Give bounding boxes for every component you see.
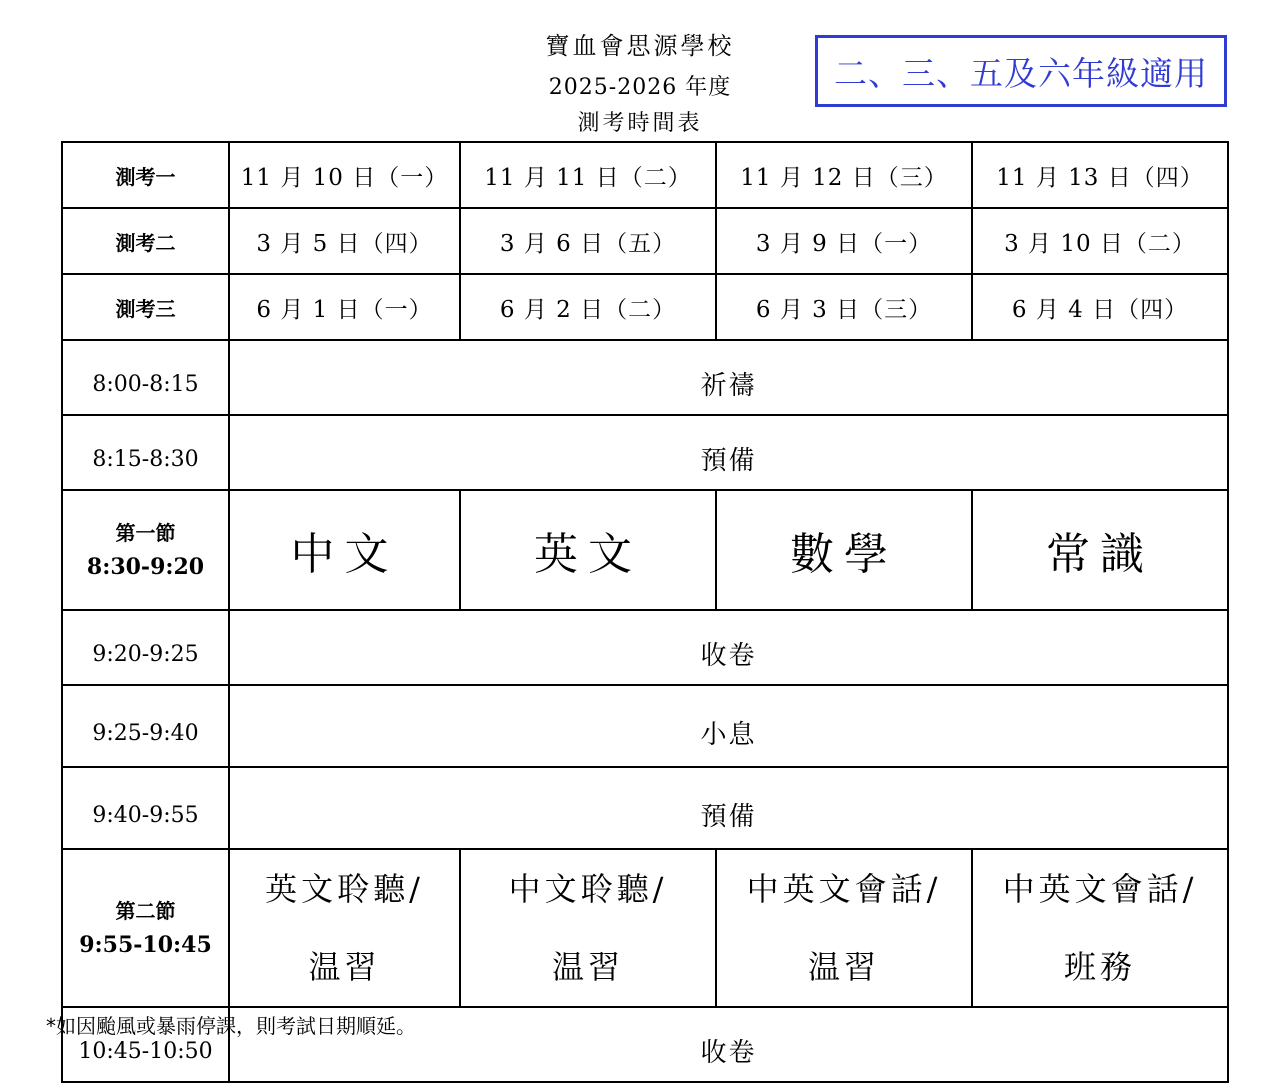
subject-cell: 常識 xyxy=(972,490,1228,610)
test-date: 11 月 10 日（一） xyxy=(229,142,460,208)
slot-time: 10:45-10:50 xyxy=(62,1007,229,1082)
footnote: *如因颱風或暴雨停課，則考試日期順延。 xyxy=(46,1014,416,1038)
subject-line-2: 温習 xyxy=(807,948,880,986)
session-name: 第一節 xyxy=(115,521,176,545)
session-time: 8:30-9:20 xyxy=(86,554,205,580)
subject-cell xyxy=(972,849,1228,1007)
test-row-2 xyxy=(62,208,1228,274)
test-date: 6 月 2 日（二） xyxy=(460,274,716,340)
subject-line-1: 中英文會話/ xyxy=(746,870,942,908)
subject-cell xyxy=(460,849,716,1007)
subject-cell: 數學 xyxy=(716,490,972,610)
test-date: 3 月 9 日（一） xyxy=(716,208,972,274)
slot-time: 9:25-9:40 xyxy=(62,685,229,767)
slot-time: 8:15-8:30 xyxy=(62,415,229,490)
subject-line-2: 班務 xyxy=(1063,948,1136,986)
test-date: 11 月 13 日（四） xyxy=(972,142,1228,208)
test-label: 測考三 xyxy=(62,274,229,340)
slot-row-prayer xyxy=(62,340,1228,415)
school-year: 2025-2026 年度 xyxy=(548,75,732,100)
slot-activity: 預備 xyxy=(229,415,1228,490)
subject-line-1: 中英文會話/ xyxy=(1002,870,1198,908)
session-2-row xyxy=(62,849,1228,1007)
subject-cell xyxy=(716,849,972,1007)
session-name: 第二節 xyxy=(115,899,176,923)
slot-activity: 收卷 xyxy=(229,610,1228,685)
slot-row-collect-1 xyxy=(62,610,1228,685)
subject-line-2: 温習 xyxy=(551,948,624,986)
slot-time: 9:20-9:25 xyxy=(62,610,229,685)
slot-activity: 預備 xyxy=(229,767,1228,849)
test-date: 6 月 1 日（一） xyxy=(229,274,460,340)
subject-cell: 英文 xyxy=(460,490,716,610)
session-time: 9:55-10:45 xyxy=(79,932,212,958)
test-row-1 xyxy=(62,142,1228,208)
document-title: 測考時間表 xyxy=(577,111,703,136)
grade-applicability-badge: 二、三、五及六年級適用 xyxy=(815,35,1227,107)
test-date: 6 月 3 日（三） xyxy=(716,274,972,340)
slot-time: 8:00-8:15 xyxy=(62,340,229,415)
test-row-3 xyxy=(62,274,1228,340)
test-label: 測考二 xyxy=(62,208,229,274)
test-date: 11 月 11 日（二） xyxy=(460,142,716,208)
subject-line-1: 英文聆聽/ xyxy=(265,870,424,908)
session-2-label xyxy=(62,849,229,1007)
slot-row-break xyxy=(62,685,1228,767)
session-1-row xyxy=(62,490,1228,610)
subject-line-2: 温習 xyxy=(308,948,381,986)
subject-cell xyxy=(229,849,460,1007)
session-1-label xyxy=(62,490,229,610)
exam-schedule-table xyxy=(61,141,1229,1083)
subject-line-1: 中文聆聽/ xyxy=(508,870,668,908)
subject-cell: 中文 xyxy=(229,490,460,610)
school-name: 寶血會思源學校 xyxy=(545,32,735,60)
test-date: 3 月 6 日（五） xyxy=(460,208,716,274)
test-date: 6 月 4 日（四） xyxy=(972,274,1228,340)
slot-activity: 祈禱 xyxy=(229,340,1228,415)
test-date: 3 月 5 日（四） xyxy=(229,208,460,274)
slot-activity: 收卷 xyxy=(229,1007,1228,1082)
test-date: 11 月 12 日（三） xyxy=(716,142,972,208)
slot-row-prep-2 xyxy=(62,767,1228,849)
test-label: 測考一 xyxy=(62,142,229,208)
slot-activity: 小息 xyxy=(229,685,1228,767)
slot-time: 9:40-9:55 xyxy=(62,767,229,849)
test-date: 3 月 10 日（二） xyxy=(972,208,1228,274)
slot-row-prep-1 xyxy=(62,415,1228,490)
